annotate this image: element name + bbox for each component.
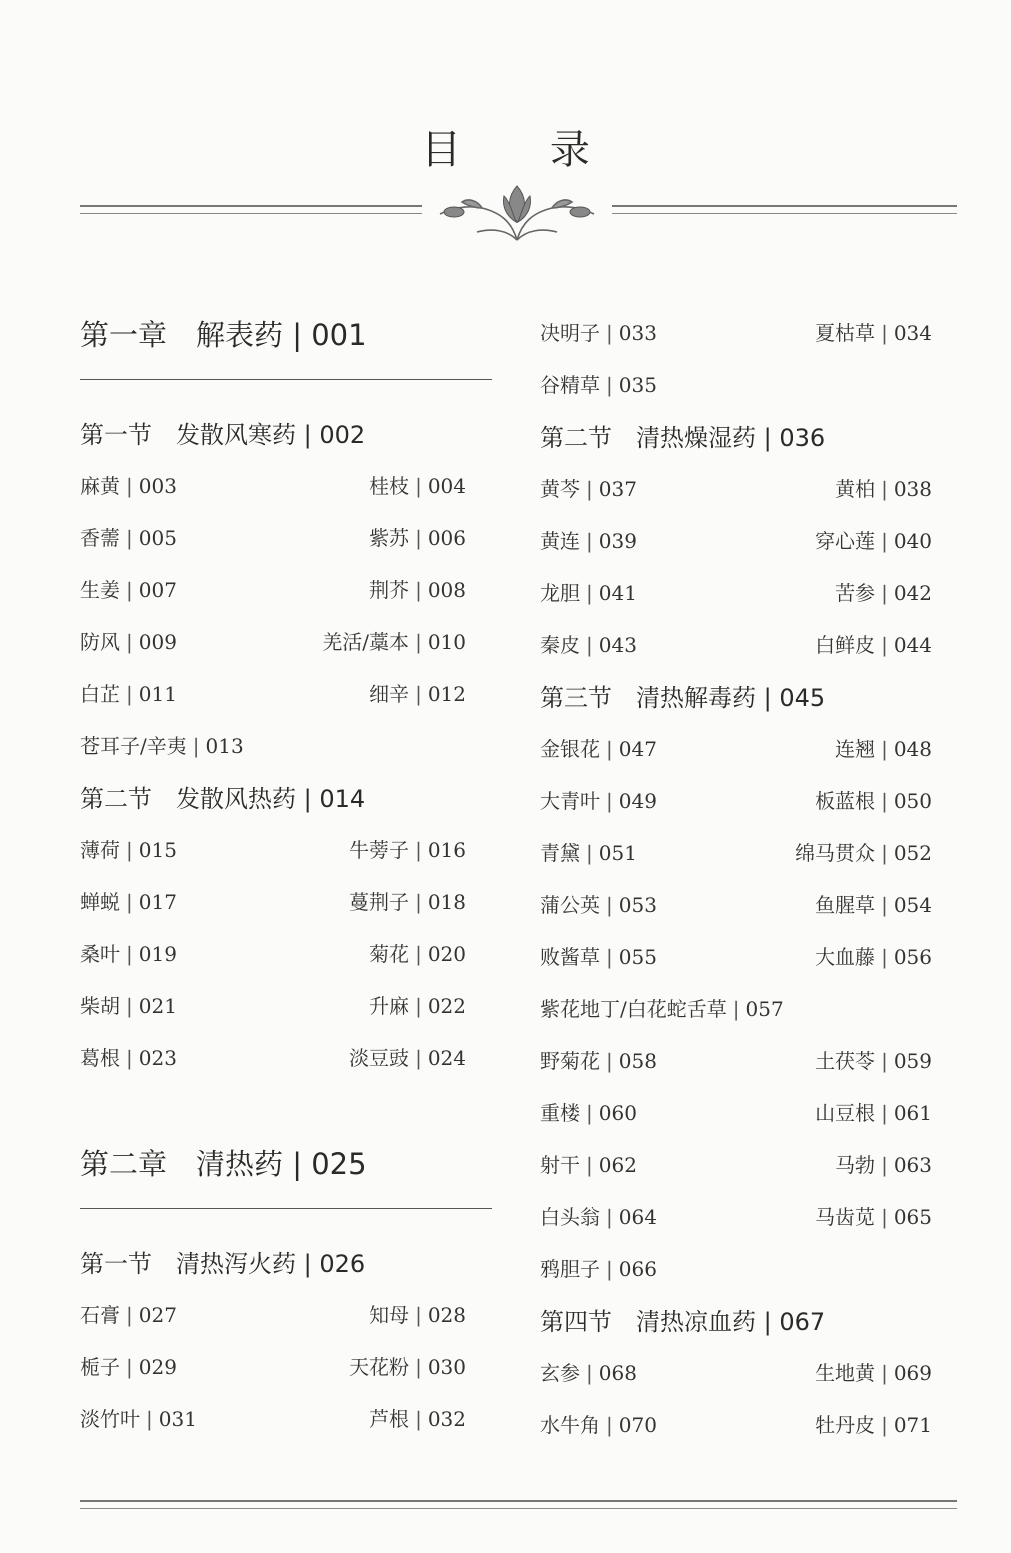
entry-separator: |: [415, 473, 422, 498]
toc-entry[interactable]: [80, 522, 177, 551]
entry-name: 天花粉: [349, 1354, 410, 1379]
entry-page-number: 052: [893, 840, 932, 865]
entry-name: 栀子: [80, 1354, 120, 1379]
entry-name: 穿心莲: [815, 528, 876, 553]
entry-separator: |: [415, 1354, 422, 1379]
toc-row: [540, 721, 932, 773]
entry-name: 牛蒡子: [349, 837, 410, 862]
entry-page-number: 058: [618, 1048, 657, 1073]
entry-separator: |: [415, 837, 422, 862]
entry-separator: |: [415, 1406, 422, 1431]
entry-separator: |: [881, 840, 888, 865]
entry-name: 苦参: [835, 580, 876, 605]
entry-separator: |: [586, 580, 593, 605]
entry-page-number: 037: [598, 476, 637, 501]
entry-page-number: 055: [618, 944, 657, 969]
toc-row: [540, 565, 932, 617]
entry-name: 山豆根: [815, 1100, 876, 1125]
entry-page-number: 024: [427, 1045, 466, 1070]
entry-separator: |: [606, 1048, 613, 1073]
toc-entry[interactable]: [815, 525, 932, 554]
section-heading: 第四节 清热凉血药 | 067: [540, 1307, 826, 1336]
entry-separator: |: [415, 681, 422, 706]
toc-row: [80, 458, 492, 510]
entry-separator: |: [126, 681, 133, 706]
entry-separator: |: [415, 577, 422, 602]
entry-name: 桑叶: [80, 941, 120, 966]
toc-entry[interactable]: [540, 577, 637, 606]
entry-separator: |: [881, 1152, 888, 1177]
toc-entry[interactable]: [349, 886, 466, 915]
entry-separator: |: [415, 629, 422, 654]
entry-separator: |: [126, 1354, 133, 1379]
section-heading: 第一节 清热泻火药 | 026: [80, 1249, 366, 1278]
toc-row: [80, 1287, 492, 1339]
entry-name: 黄芩: [540, 476, 580, 501]
entry-page-number: 064: [618, 1204, 657, 1229]
toc-entry[interactable]: [540, 525, 637, 554]
entry-name: 马勃: [835, 1152, 876, 1177]
entry-separator: |: [415, 889, 422, 914]
entry-separator: |: [881, 1048, 888, 1073]
toc-entry[interactable]: [835, 1149, 932, 1178]
entry-name: 蔓荆子: [349, 889, 410, 914]
entry-separator: |: [881, 320, 888, 345]
toc-row: [80, 562, 492, 614]
entry-separator: |: [126, 889, 133, 914]
toc-row: [80, 1339, 492, 1391]
toc-entry[interactable]: [369, 990, 466, 1019]
entry-page-number: 069: [893, 1360, 932, 1385]
toc-row: [80, 1391, 492, 1443]
toc-row: [540, 513, 932, 565]
floral-ornament-icon: [432, 178, 602, 246]
entry-separator: |: [126, 473, 133, 498]
toc-row: [540, 1397, 932, 1449]
entry-name: 白芷: [80, 681, 120, 706]
toc-entry[interactable]: [795, 837, 932, 866]
entry-page-number: 009: [138, 629, 177, 654]
toc-row: [540, 877, 932, 929]
entry-name: 败酱草: [540, 944, 600, 969]
entry-page-number: 031: [158, 1406, 197, 1431]
bottom-rule: [80, 1500, 957, 1509]
toc-row: [80, 926, 492, 978]
entry-separator: |: [881, 1100, 888, 1125]
entry-page-number: 008: [427, 577, 466, 602]
toc-row: [540, 1085, 932, 1137]
entry-page-number: 023: [138, 1045, 177, 1070]
toc-entry[interactable]: [815, 1201, 932, 1230]
entry-name: 土茯苓: [815, 1048, 876, 1073]
entry-separator: |: [606, 1412, 613, 1437]
entry-separator: |: [126, 941, 133, 966]
toc-row: [80, 666, 492, 718]
entry-name: 生地黄: [815, 1360, 876, 1385]
entry-name: 水牛角: [540, 1412, 600, 1437]
entry-separator: |: [881, 1204, 888, 1229]
entry-separator: |: [126, 577, 133, 602]
toc-entry[interactable]: [540, 837, 637, 866]
entry-separator: |: [881, 632, 888, 657]
toc-entry[interactable]: [540, 785, 657, 814]
entry-separator: |: [126, 629, 133, 654]
entry-name: 马齿苋: [815, 1204, 876, 1229]
entry-page-number: 005: [138, 525, 177, 550]
toc-entry[interactable]: [80, 1299, 177, 1328]
entry-page-number: 062: [598, 1152, 637, 1177]
entry-page-number: 059: [893, 1048, 932, 1073]
entry-name: 柴胡: [80, 993, 120, 1018]
entry-name: 黄柏: [835, 476, 876, 501]
entry-name: 金银花: [540, 736, 600, 761]
entry-separator: |: [146, 1406, 153, 1431]
page-title: 目 录: [421, 127, 628, 173]
entry-page-number: 060: [598, 1100, 637, 1125]
toc-entry[interactable]: [80, 470, 177, 499]
entry-separator: |: [606, 944, 613, 969]
entry-name: 石膏: [80, 1302, 120, 1327]
toc-row: [540, 461, 932, 513]
entry-name: 青黛: [540, 840, 580, 865]
entry-page-number: 068: [598, 1360, 637, 1385]
entry-name: 黄连: [540, 528, 580, 553]
entry-page-number: 051: [598, 840, 637, 865]
entry-page-number: 016: [427, 837, 466, 862]
chapter-divider: [80, 1208, 492, 1209]
entry-name: 淡豆豉: [349, 1045, 410, 1070]
toc-entry[interactable]: [540, 1097, 637, 1126]
toc-entry[interactable]: [815, 317, 932, 346]
entry-name: 羌活/藁本: [322, 629, 410, 654]
entry-name: 蒲公英: [540, 892, 600, 917]
toc-entry[interactable]: [540, 1409, 657, 1438]
entry-page-number: 018: [427, 889, 466, 914]
entry-separator: |: [415, 941, 422, 966]
toc-left-column: [80, 305, 492, 1443]
entry-separator: |: [881, 580, 888, 605]
entry-separator: |: [881, 736, 888, 761]
entry-page-number: 043: [598, 632, 637, 657]
spacer: [80, 1082, 492, 1134]
entry-separator: |: [881, 476, 888, 501]
entry-name: 重楼: [540, 1100, 580, 1125]
entry-separator: |: [881, 892, 888, 917]
entry-page-number: 042: [893, 580, 932, 605]
toc-entry[interactable]: [349, 1351, 466, 1380]
toc-row: [540, 1137, 932, 1189]
toc-entry[interactable]: [369, 470, 466, 499]
chapter-heading: 第一章 解表药 | 001: [80, 317, 367, 352]
entry-separator: |: [606, 372, 613, 397]
entry-separator: |: [586, 1360, 593, 1385]
entry-page-number: 038: [893, 476, 932, 501]
entry-page-number: 047: [618, 736, 657, 761]
entry-page-number: 041: [598, 580, 637, 605]
toc-entry[interactable]: [80, 1403, 197, 1432]
toc-row: [540, 305, 932, 357]
entry-page-number: 010: [427, 629, 466, 654]
toc-entry[interactable]: [540, 889, 657, 918]
toc-entry[interactable]: [815, 941, 932, 970]
entry-name: 白头翁: [540, 1204, 600, 1229]
toc-entry[interactable]: [835, 473, 932, 502]
entry-page-number: 003: [138, 473, 177, 498]
section-heading: 第一节 发散风寒药 | 002: [80, 420, 366, 449]
toc-entry[interactable]: [80, 834, 177, 863]
entry-separator: |: [881, 1360, 888, 1385]
toc-entry[interactable]: [369, 1403, 466, 1432]
entry-separator: |: [126, 1302, 133, 1327]
entry-name: 秦皮: [540, 632, 580, 657]
toc-row: [540, 929, 932, 981]
entry-page-number: 004: [427, 473, 466, 498]
entry-page-number: 020: [427, 941, 466, 966]
toc-entry[interactable]: [540, 369, 657, 398]
entry-separator: |: [126, 837, 133, 862]
toc-entry[interactable]: [835, 577, 932, 606]
toc-row: [80, 510, 492, 562]
toc-entry[interactable]: [835, 733, 932, 762]
toc-entry[interactable]: [540, 733, 657, 762]
chapter-divider: [80, 379, 492, 380]
entry-page-number: 061: [893, 1100, 932, 1125]
entry-page-number: 012: [427, 681, 466, 706]
entry-page-number: 007: [138, 577, 177, 602]
toc-entry[interactable]: [80, 626, 177, 655]
entry-name: 桂枝: [369, 473, 410, 498]
entry-page-number: 013: [205, 733, 244, 758]
entry-name: 鱼腥草: [815, 892, 876, 917]
entry-page-number: 019: [138, 941, 177, 966]
entry-name: 细辛: [369, 681, 410, 706]
entry-name: 生姜: [80, 577, 120, 602]
title-rule-left: [80, 205, 422, 214]
entry-page-number: 056: [893, 944, 932, 969]
entry-page-number: 044: [893, 632, 932, 657]
toc-row: [540, 617, 932, 669]
entry-page-number: 053: [618, 892, 657, 917]
toc-entry[interactable]: [369, 574, 466, 603]
entry-name: 葛根: [80, 1045, 120, 1070]
entry-name: 大血藤: [815, 944, 876, 969]
toc-row: [80, 1030, 492, 1082]
entry-page-number: 057: [745, 996, 784, 1021]
toc-row: [540, 825, 932, 877]
entry-page-number: 034: [893, 320, 932, 345]
entry-page-number: 030: [427, 1354, 466, 1379]
toc-row: [540, 357, 932, 409]
entry-page-number: 050: [893, 788, 932, 813]
entry-name: 紫苏: [369, 525, 410, 550]
entry-name: 牡丹皮: [815, 1412, 876, 1437]
entry-name: 连翘: [835, 736, 876, 761]
toc-right-column: [540, 305, 932, 1449]
entry-name: 绵马贯众: [795, 840, 876, 865]
entry-separator: |: [192, 733, 200, 758]
toc-entry[interactable]: [815, 1045, 932, 1074]
entry-separator: |: [586, 1152, 593, 1177]
entry-name: 芦根: [369, 1406, 410, 1431]
toc-entry[interactable]: [540, 993, 784, 1022]
toc-entry[interactable]: [815, 1097, 932, 1126]
toc-entry[interactable]: [540, 1253, 657, 1282]
entry-name: 射干: [540, 1152, 580, 1177]
entry-page-number: 029: [138, 1354, 177, 1379]
entry-page-number: 027: [138, 1302, 177, 1327]
entry-page-number: 063: [893, 1152, 932, 1177]
entry-name: 苍耳子/辛夷: [80, 733, 187, 758]
entry-name: 玄参: [540, 1360, 580, 1385]
entry-page-number: 028: [427, 1302, 466, 1327]
entry-name: 大青叶: [540, 788, 600, 813]
entry-separator: |: [586, 476, 593, 501]
toc-entry[interactable]: [815, 1357, 932, 1386]
entry-name: 鸦胆子: [540, 1256, 600, 1281]
entry-page-number: 054: [893, 892, 932, 917]
toc-entry[interactable]: [540, 1149, 637, 1178]
toc-entry[interactable]: [322, 626, 466, 655]
toc-entry[interactable]: [80, 1042, 177, 1071]
toc-entry[interactable]: [80, 678, 177, 707]
entry-separator: |: [415, 1045, 422, 1070]
toc-row: [540, 1345, 932, 1397]
entry-separator: |: [881, 1412, 888, 1437]
entry-name: 紫花地丁/白花蛇舌草: [540, 996, 727, 1021]
toc-entry[interactable]: [815, 889, 932, 918]
entry-page-number: 048: [893, 736, 932, 761]
toc-row: [80, 614, 492, 666]
toc-entry[interactable]: [540, 1357, 637, 1386]
toc-entry[interactable]: [815, 629, 932, 658]
toc-row: [540, 1241, 932, 1293]
toc-row: [540, 1033, 932, 1085]
chapter-heading: 第二章 清热药 | 025: [80, 1146, 367, 1181]
entry-separator: |: [606, 1256, 613, 1281]
toc-entry[interactable]: [349, 1042, 466, 1071]
entry-name: 白鲜皮: [815, 632, 876, 657]
entry-name: 菊花: [369, 941, 410, 966]
toc-row: [540, 773, 932, 825]
toc-entry[interactable]: [815, 785, 932, 814]
entry-separator: |: [126, 1045, 133, 1070]
entry-name: 知母: [369, 1302, 410, 1327]
entry-name: 香薷: [80, 525, 120, 550]
entry-name: 淡竹叶: [80, 1406, 140, 1431]
entry-name: 荆芥: [369, 577, 410, 602]
entry-name: 谷精草: [540, 372, 600, 397]
entry-page-number: 032: [427, 1406, 466, 1431]
toc-entry[interactable]: [369, 678, 466, 707]
title-rule-right: [612, 205, 957, 214]
toc-entry[interactable]: [369, 522, 466, 551]
entry-separator: |: [126, 525, 133, 550]
toc-entry[interactable]: [80, 1351, 177, 1380]
entry-name: 板蓝根: [815, 788, 876, 813]
section-heading: 第三节 清热解毒药 | 045: [540, 683, 826, 712]
entry-name: 龙胆: [540, 580, 580, 605]
entry-page-number: 021: [138, 993, 177, 1018]
entry-separator: |: [126, 993, 133, 1018]
entry-separator: |: [415, 993, 422, 1018]
entry-name: 防风: [80, 629, 120, 654]
toc-row: [80, 718, 492, 770]
entry-page-number: 011: [138, 681, 177, 706]
entry-page-number: 033: [618, 320, 657, 345]
entry-page-number: 065: [893, 1204, 932, 1229]
entry-page-number: 040: [893, 528, 932, 553]
toc-entry[interactable]: [80, 990, 177, 1019]
entry-name: 夏枯草: [815, 320, 876, 345]
entry-separator: |: [606, 788, 613, 813]
entry-page-number: 022: [427, 993, 466, 1018]
toc-entry[interactable]: [540, 1201, 657, 1230]
toc-entry[interactable]: [369, 1299, 466, 1328]
entry-separator: |: [415, 1302, 422, 1327]
toc-entry[interactable]: [80, 574, 177, 603]
entry-separator: |: [881, 528, 888, 553]
toc-row: [80, 874, 492, 926]
entry-name: 蝉蜕: [80, 889, 120, 914]
entry-separator: |: [881, 944, 888, 969]
toc-entry[interactable]: [540, 629, 637, 658]
toc-entry[interactable]: [369, 938, 466, 967]
entry-page-number: 039: [598, 528, 637, 553]
entry-separator: |: [586, 840, 593, 865]
entry-name: 决明子: [540, 320, 600, 345]
entry-page-number: 017: [138, 889, 177, 914]
toc-entry[interactable]: [540, 473, 637, 502]
entry-page-number: 066: [618, 1256, 657, 1281]
toc-row: [540, 981, 932, 1033]
toc-entry[interactable]: [540, 1045, 657, 1074]
toc-entry[interactable]: [80, 938, 177, 967]
entry-page-number: 015: [138, 837, 177, 862]
section-heading: 第二节 清热燥湿药 | 036: [540, 423, 826, 452]
toc-entry[interactable]: [80, 730, 244, 759]
entry-separator: |: [606, 892, 613, 917]
entry-separator: |: [586, 1100, 593, 1125]
entry-page-number: 035: [618, 372, 657, 397]
entry-page-number: 070: [618, 1412, 657, 1437]
entry-separator: |: [606, 320, 613, 345]
entry-page-number: 049: [618, 788, 657, 813]
entry-page-number: 006: [427, 525, 466, 550]
toc-entry[interactable]: [349, 834, 466, 863]
toc-entry[interactable]: [80, 886, 177, 915]
entry-name: 薄荷: [80, 837, 120, 862]
entry-name: 麻黄: [80, 473, 120, 498]
entry-name: 野菊花: [540, 1048, 600, 1073]
entry-separator: |: [606, 1204, 613, 1229]
toc-row: [80, 822, 492, 874]
toc-row: [80, 978, 492, 1030]
toc-entry[interactable]: [815, 1409, 932, 1438]
entry-separator: |: [586, 528, 593, 553]
entry-separator: |: [606, 736, 613, 761]
toc-entry[interactable]: [540, 941, 657, 970]
section-heading: 第二节 发散风热药 | 014: [80, 784, 366, 813]
toc-entry[interactable]: [540, 317, 657, 346]
entry-separator: |: [732, 996, 740, 1021]
entry-separator: |: [881, 788, 888, 813]
entry-separator: |: [415, 525, 422, 550]
entry-separator: |: [586, 632, 593, 657]
toc-row: [540, 1189, 932, 1241]
entry-name: 升麻: [369, 993, 410, 1018]
entry-page-number: 071: [893, 1412, 932, 1437]
